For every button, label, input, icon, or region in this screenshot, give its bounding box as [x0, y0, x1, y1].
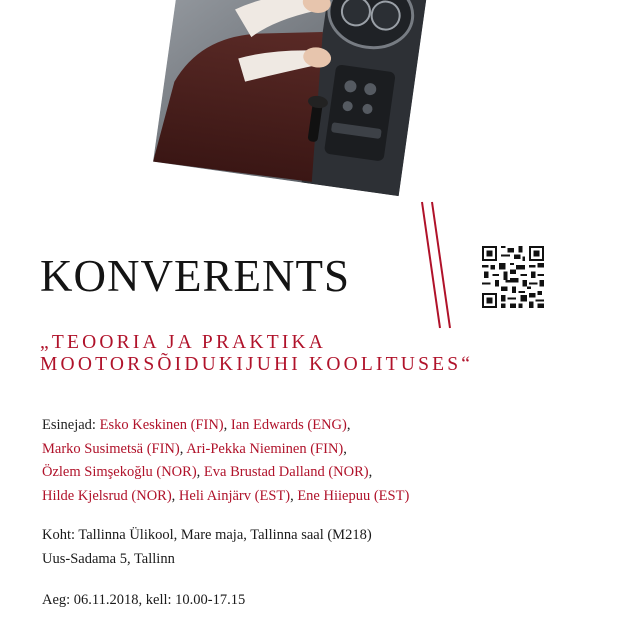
speaker-name: Hilde Kjelsrud (NOR): [42, 487, 172, 504]
speaker-name: Esko Keskinen (FIN): [99, 417, 224, 433]
subtitle-line-1: „TEOORIA JA PRAKTIKA: [40, 332, 327, 353]
speaker-name: Marko Susimetsä (FIN): [42, 440, 180, 457]
event-time: Aeg: 06.11.2018, kell: 10.00-17.15: [42, 592, 246, 608]
speakers-list: [42, 414, 409, 508]
double-slash-decoration: [418, 200, 458, 330]
subtitle-line-2: MOOTORSÕIDUKIJUHI KOOLITUSES“: [40, 354, 474, 375]
conference-subtitle: [40, 332, 473, 376]
venue-info: [42, 524, 372, 571]
driver-photo: [153, 0, 431, 196]
speakers-row: Esinejad: Esko Keskinen (FIN), Ian Edwards (ENG),: [42, 417, 351, 433]
speakers-label: Esinejad:: [42, 417, 96, 433]
speakers-row: Hilde Kjelsrud (NOR), Heli Ainjärv (EST), Ene Hiiepuu (EST): [42, 487, 410, 504]
driver-photo-illustration: [153, 0, 431, 196]
qr-code-icon[interactable]: [482, 246, 544, 308]
speaker-name: Ene Hiiepuu (EST): [297, 487, 410, 504]
venue-line-1: Koht: Tallinna Ülikool, Mare maja, Tallinna saal (M218): [42, 527, 372, 543]
venue-line-2: Uus-Sadama 5, Tallinn: [42, 550, 175, 567]
speakers-row: Özlem Simşekoğlu (NOR), Eva Brustad Dalland (NOR),: [42, 464, 373, 480]
speaker-name: Ian Edwards (ENG): [230, 417, 347, 433]
speaker-name: Heli Ainjärv (EST): [178, 487, 291, 504]
speakers-row: Marko Susimetsä (FIN), Ari-Pekka Nieminen (FIN),: [42, 440, 347, 457]
speaker-name: Özlem Simşekoğlu (NOR): [42, 464, 197, 480]
speaker-name: Eva Brustad Dalland (NOR): [203, 464, 369, 480]
page-title: KONVERENTS: [40, 251, 350, 301]
speaker-name: Ari-Pekka Nieminen (FIN): [186, 440, 344, 457]
